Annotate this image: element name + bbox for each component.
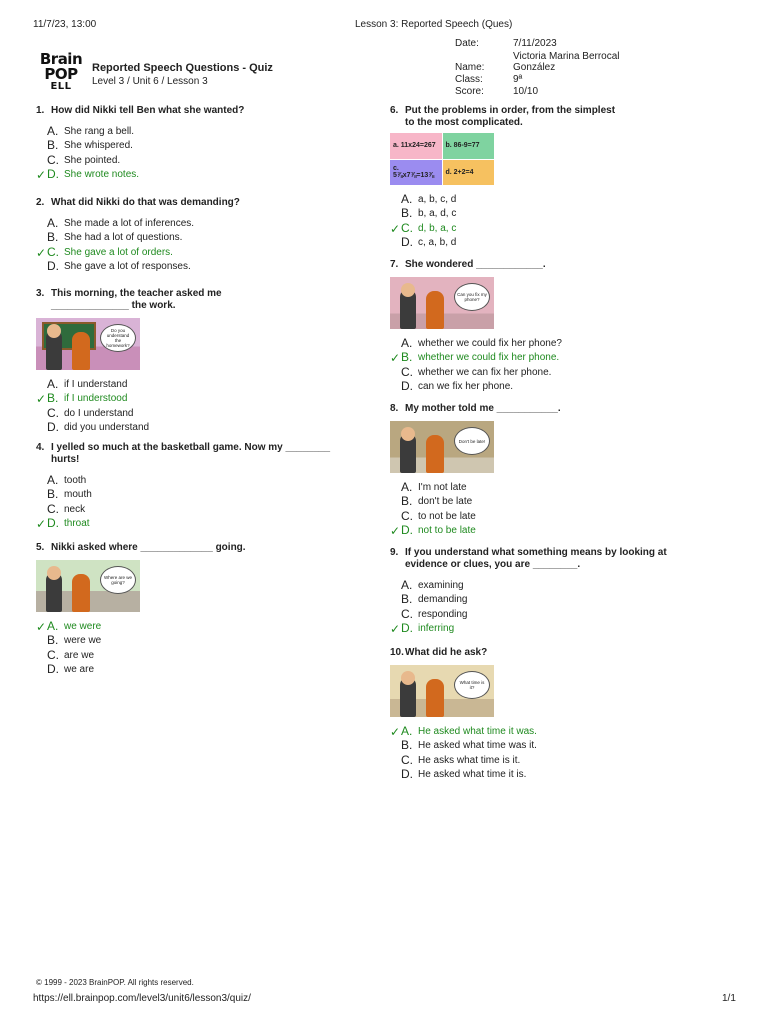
question-number: 7.: [390, 259, 399, 270]
question-number: 4.: [36, 442, 45, 453]
answer-option-correct: [36, 620, 356, 634]
option-text: whether we can fix her phone.: [418, 366, 552, 378]
question-number: 5.: [36, 542, 45, 553]
answer-option: [390, 337, 720, 351]
question-number: 2.: [36, 197, 45, 208]
answer-option: [36, 378, 356, 392]
option-text: not to be late: [418, 524, 476, 536]
option-letter: C.: [401, 508, 413, 523]
option-letter: D.: [401, 620, 413, 635]
question-line: [36, 197, 356, 209]
question-text: [36, 288, 356, 312]
meta-label: Class:: [455, 74, 483, 85]
answer-option: [390, 510, 720, 524]
option-letter: C.: [47, 647, 59, 662]
answer-option: [390, 495, 720, 509]
character-head: [47, 324, 61, 338]
print-title: Lesson 3: Reported Speech (Ques): [355, 19, 513, 30]
meta-label: Name:: [455, 62, 485, 73]
meta-value: 9ª: [513, 74, 523, 85]
answer-options: [390, 193, 720, 250]
question-illustration: [36, 560, 140, 612]
question-5: [36, 542, 356, 677]
checkmark-icon: ✓: [36, 620, 47, 634]
answer-option-correct: [390, 222, 720, 236]
answer-options: [390, 579, 720, 636]
character-figure: [426, 435, 444, 473]
question-number: 1.: [36, 105, 45, 116]
meta-value: 7/11/2023: [513, 38, 557, 49]
question-line: [390, 403, 720, 415]
question-number: 10.: [390, 647, 404, 658]
question-line-text: If you understand what something means by looking at: [405, 547, 667, 558]
option-text: a, b, c, d: [418, 194, 457, 205]
option-text: He asked what time it is.: [418, 768, 527, 780]
answer-option-correct: [36, 168, 356, 182]
option-text: throat: [64, 517, 90, 529]
question-text: [36, 542, 356, 554]
option-letter: C.: [47, 152, 59, 167]
answer-option-correct: [390, 725, 720, 739]
option-text: if I understand: [64, 379, 128, 390]
answer-options: [36, 620, 356, 677]
answer-option: [36, 217, 356, 231]
question-text: [36, 442, 356, 466]
answer-option: [390, 193, 720, 207]
option-text: c, a, b, d: [418, 236, 457, 248]
option-text: responding: [418, 608, 468, 620]
question-text: [390, 547, 720, 571]
option-text: I'm not late: [418, 482, 467, 493]
answer-option: [390, 481, 720, 495]
question-10: [390, 647, 720, 782]
meta-label: Score:: [455, 86, 484, 97]
answer-option: [36, 154, 356, 168]
speech-bubble: Where are we going?: [100, 566, 136, 594]
question-line-text: My mother told me ___________.: [405, 403, 561, 414]
answer-option-correct: [36, 392, 356, 406]
question-number: 9.: [390, 547, 399, 558]
question-illustration: [390, 421, 494, 473]
option-text: She rang a bell.: [64, 126, 135, 137]
character-head: [401, 427, 415, 441]
option-letter: C.: [401, 752, 413, 767]
option-letter: B.: [401, 592, 413, 607]
question-4: [36, 442, 356, 531]
answer-option: [390, 207, 720, 221]
option-text: He asks what time is it.: [418, 754, 521, 766]
meta-label: Date:: [455, 38, 479, 49]
checkmark-icon: ✓: [390, 351, 401, 366]
question-line-text: She wondered ____________.: [405, 259, 546, 270]
question-9: [390, 547, 720, 636]
question-text: [36, 105, 356, 117]
option-text: we were: [64, 621, 102, 632]
option-text: don't be late: [418, 496, 473, 508]
option-text: b, a, d, c: [418, 208, 457, 220]
answer-option: [36, 488, 356, 502]
option-text: She wrote notes.: [64, 168, 140, 180]
option-text: mouth: [64, 489, 92, 501]
question-2: [36, 197, 356, 274]
option-text: to not be late: [418, 510, 476, 522]
option-letter: D.: [47, 166, 59, 181]
answer-option: [36, 474, 356, 488]
answer-options: [390, 725, 720, 782]
question-line: [36, 442, 356, 454]
character-head: [47, 566, 61, 580]
problem-cell: a. 11x24=267: [390, 133, 442, 159]
option-text: if I understood: [64, 393, 128, 405]
checkmark-icon: ✓: [36, 392, 47, 407]
option-text: She had a lot of questions.: [64, 232, 183, 244]
option-text: whether we could fix her phone?: [418, 338, 562, 349]
character-figure: [72, 574, 90, 612]
question-line: [390, 117, 720, 129]
option-letter: B.: [47, 138, 59, 153]
answer-option: [390, 366, 720, 380]
speech-bubble: Don't be late!: [454, 427, 490, 455]
problem-cell: c. 5⅞x7⅞=13⅞: [390, 160, 442, 186]
answer-option: [36, 503, 356, 517]
question-line: [36, 288, 356, 300]
option-text: demanding: [418, 594, 468, 606]
answer-option: [36, 260, 356, 274]
option-letter: C.: [47, 244, 59, 259]
character-figure: [72, 332, 90, 370]
option-text: are we: [64, 649, 95, 661]
checkmark-icon: ✓: [390, 725, 401, 739]
option-letter: A.: [47, 124, 59, 138]
option-letter: B.: [47, 230, 59, 245]
meta-value: 10/10: [513, 86, 539, 97]
question-line-text: hurts!: [51, 454, 80, 465]
speech-bubble: Can you fix my phone?: [454, 283, 490, 311]
option-letter: C.: [401, 364, 413, 379]
question-number: 6.: [390, 105, 399, 116]
question-line: [36, 542, 356, 554]
question-line: [390, 259, 720, 271]
question-line: [36, 105, 356, 117]
answer-options: [36, 217, 356, 274]
answer-option: [36, 139, 356, 153]
print-datetime: 11/7/23, 13:00: [33, 19, 97, 30]
option-letter: D.: [47, 515, 59, 530]
question-line: [390, 547, 720, 559]
quiz-title: Reported Speech Questions - Quiz: [92, 62, 273, 74]
page-url: https://ell.brainpop.com/level3/unit6/lesson3/quiz/: [33, 993, 251, 1004]
option-letter: A.: [401, 480, 413, 494]
question-line-text: Nikki asked where _____________ going.: [51, 542, 246, 553]
answer-options: [36, 474, 356, 531]
option-letter: C.: [401, 606, 413, 621]
brainpop-ell-logo: [36, 52, 86, 96]
answer-option-correct: [390, 351, 720, 365]
option-letter: D.: [401, 766, 413, 781]
option-letter: C.: [47, 501, 59, 516]
option-text: She whispered.: [64, 140, 133, 152]
option-text: whether we could fix her phone.: [418, 352, 560, 364]
option-text: She made a lot of inferences.: [64, 218, 195, 229]
character-figure: [426, 291, 444, 329]
question-8: [390, 403, 720, 538]
answer-option-correct: [36, 517, 356, 531]
option-letter: B.: [47, 487, 59, 502]
option-text: can we fix her phone.: [418, 380, 514, 392]
question-line: [36, 454, 356, 466]
meta-value: González: [513, 62, 556, 73]
answer-option: [390, 593, 720, 607]
question-line-text: How did Nikki tell Ben what she wanted?: [51, 105, 245, 116]
question-text: [390, 647, 720, 659]
option-text: He asked what time was it.: [418, 740, 537, 752]
option-letter: B.: [401, 206, 413, 221]
option-letter: A.: [47, 216, 59, 230]
character-head: [401, 671, 415, 685]
answer-option: [36, 231, 356, 245]
option-text: tooth: [64, 475, 87, 486]
question-text: [390, 259, 720, 271]
answer-options: [390, 337, 720, 394]
character-head: [401, 283, 415, 297]
answer-option: [36, 663, 356, 677]
question-illustration: [390, 277, 494, 329]
option-text: were we: [64, 635, 102, 647]
question-line-text: What did he ask?: [405, 647, 488, 658]
meta-value: Victoria Marina Berrocal: [513, 51, 620, 62]
option-text: He asked what time it was.: [418, 726, 537, 737]
answer-options: [36, 378, 356, 435]
question-6: [390, 105, 720, 250]
question-illustration: [390, 665, 494, 717]
option-letter: D.: [47, 258, 59, 273]
question-3: [36, 288, 356, 435]
question-line-text: What did Nikki do that was demanding?: [51, 197, 240, 208]
option-letter: C.: [47, 405, 59, 420]
speech-bubble: Do you understand the homework?: [100, 324, 136, 352]
answer-option: [36, 125, 356, 139]
page-number: 1/1: [722, 993, 736, 1004]
option-letter: A.: [47, 377, 59, 391]
option-letter: B.: [401, 350, 413, 365]
option-text: She pointed.: [64, 154, 121, 166]
answer-options: [390, 481, 720, 538]
question-line-text: evidence or clues, you are ________.: [405, 559, 581, 570]
answer-option: [390, 236, 720, 250]
question-line-text: ______________ the work.: [51, 300, 176, 311]
option-letter: A.: [401, 724, 413, 738]
question-line: [390, 559, 720, 571]
quiz-subtitle: Level 3 / Unit 6 / Lesson 3: [92, 76, 208, 87]
question-number: 3.: [36, 288, 45, 299]
question-text: [36, 197, 356, 209]
answer-option: [390, 754, 720, 768]
answer-option: [390, 380, 720, 394]
option-letter: D.: [401, 522, 413, 537]
checkmark-icon: ✓: [36, 245, 47, 260]
question-1: [36, 105, 356, 182]
answer-options: [36, 125, 356, 182]
logo-line3: ELL: [50, 81, 72, 92]
option-letter: D.: [401, 234, 413, 249]
logo-line1: Brain: [39, 50, 83, 68]
option-letter: A.: [47, 619, 59, 633]
option-text: d, b, a, c: [418, 222, 457, 234]
option-letter: A.: [401, 336, 413, 350]
option-text: we are: [64, 663, 95, 675]
checkmark-icon: ✓: [390, 221, 401, 236]
answer-option-correct: [390, 622, 720, 636]
checkmark-icon: ✓: [390, 621, 401, 636]
option-text: She gave a lot of responses.: [64, 260, 191, 272]
speech-bubble: What time is it?: [454, 671, 490, 699]
checkmark-icon: ✓: [36, 167, 47, 182]
option-letter: D.: [47, 661, 59, 676]
answer-option: [36, 407, 356, 421]
answer-option: [36, 634, 356, 648]
option-text: She gave a lot of orders.: [64, 246, 173, 258]
option-text: neck: [64, 503, 86, 515]
question-illustration: [36, 318, 140, 370]
answer-option-correct: [36, 246, 356, 260]
question-line: [36, 300, 356, 312]
logo-line2: POP: [44, 65, 78, 83]
option-text: inferring: [418, 622, 455, 634]
option-letter: B.: [47, 633, 59, 648]
question-text: [390, 403, 720, 415]
question-text: [390, 105, 720, 129]
character-figure: [426, 679, 444, 717]
question-line-text: This morning, the teacher asked me: [51, 288, 222, 299]
question-line-text: I yelled so much at the basketball game. Now my ________: [51, 442, 331, 453]
answer-option: [390, 768, 720, 782]
question-line: [390, 105, 720, 117]
option-text: examining: [418, 580, 464, 591]
problem-cell: d. 2+2=4: [443, 160, 495, 186]
problem-cell: b. 86-9=77: [443, 133, 495, 159]
option-letter: D.: [401, 378, 413, 393]
option-text: did you understand: [64, 421, 150, 433]
question-line: [390, 647, 720, 659]
option-letter: B.: [401, 738, 413, 753]
answer-option-correct: [390, 524, 720, 538]
option-letter: A.: [401, 578, 413, 592]
checkmark-icon: ✓: [36, 516, 47, 531]
copyright-text: © 1999 - 2023 BrainPOP. All rights reserved.: [36, 978, 194, 987]
question-7: [390, 259, 720, 394]
option-letter: A.: [401, 192, 413, 206]
option-letter: D.: [47, 419, 59, 434]
question-line-text: to the most complicated.: [405, 117, 523, 128]
option-letter: A.: [47, 473, 59, 487]
question-line-text: Put the problems in order, from the simplest: [405, 105, 616, 116]
checkmark-icon: ✓: [390, 523, 401, 538]
option-letter: B.: [401, 494, 413, 509]
answer-option: [390, 739, 720, 753]
option-text: do I understand: [64, 407, 134, 419]
answer-option: [390, 608, 720, 622]
answer-option: [36, 649, 356, 663]
answer-option: [390, 579, 720, 593]
option-letter: C.: [401, 220, 413, 235]
answer-option: [36, 421, 356, 435]
option-letter: B.: [47, 391, 59, 406]
problems-grid-image: [390, 133, 494, 185]
question-number: 8.: [390, 403, 399, 414]
